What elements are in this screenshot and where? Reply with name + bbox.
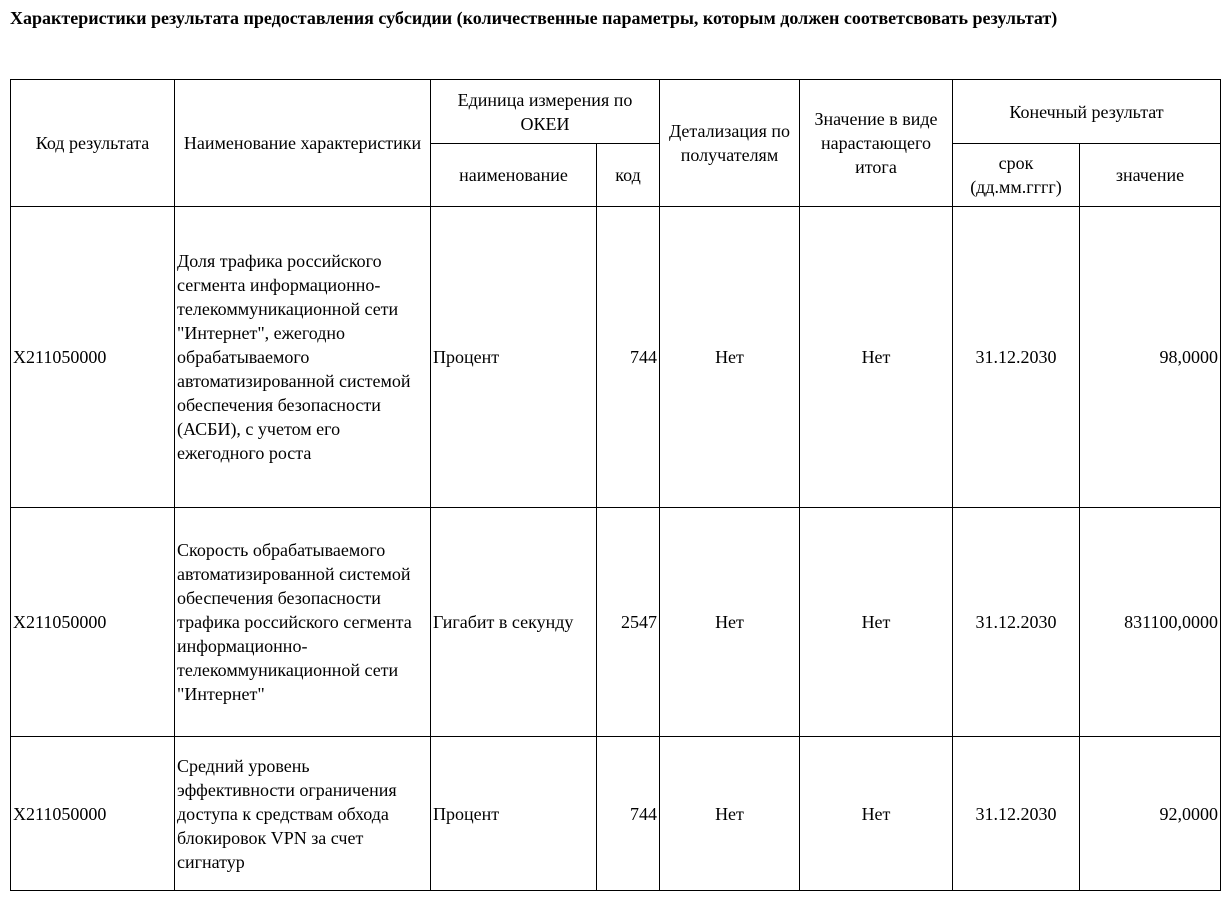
header-unit-name: наименование [431,144,597,207]
header-unit-code: код [597,144,660,207]
cell-date: 31.12.2030 [953,737,1080,891]
cell-value: 92,0000 [1080,737,1221,891]
cell-name: Скорость обрабатываемого автоматизированной системой обеспечения безопасности трафика российского сегмента информационно-телекоммуникационной сети "Интернет" [175,508,431,737]
cell-name: Средний уровень эффективности ограничения доступа к средствам обхода блокировок VPN за счет сигнатур [175,737,431,891]
cell-value: 98,0000 [1080,207,1221,508]
cell-date: 31.12.2030 [953,207,1080,508]
cell-unit-name: Гигабит в секунду [431,508,597,737]
cell-value: 831100,0000 [1080,508,1221,737]
table-row [11,737,1221,891]
cell-code: X211050000 [11,737,175,891]
header-final-value: значение [1080,144,1221,207]
cell-cumulative: Нет [800,207,953,508]
cell-unit-code: 2547 [597,508,660,737]
cell-unit-name: Процент [431,737,597,891]
table-row [11,508,1221,737]
header-unit-group: Единица измерения по ОКЕИ [431,80,660,144]
cell-name: Доля трафика российского сегмента информационно-телекоммуникационной сети "Интернет", ежегодно обрабатываемого автоматизированной системой обеспечения безопасности (АСБИ), с учетом его ежегодного роста [175,207,431,508]
cell-detail: Нет [660,207,800,508]
cell-unit-name: Процент [431,207,597,508]
cell-date: 31.12.2030 [953,508,1080,737]
header-final-group: Конечный результат [953,80,1221,144]
header-code: Код результата [11,80,175,207]
document-title: Характеристики результата предоставления субсидии (количественные параметры, которым должен соответсвовать результат) [10,8,1058,28]
cell-code: X211050000 [11,508,175,737]
header-detail: Детализация по получателям [660,80,800,207]
cell-detail: Нет [660,737,800,891]
cell-cumulative: Нет [800,737,953,891]
table-row [11,207,1221,508]
header-name: Наименование характеристики [175,80,431,207]
cell-detail: Нет [660,508,800,737]
cell-unit-code: 744 [597,737,660,891]
cell-code: X211050000 [11,207,175,508]
cell-cumulative: Нет [800,508,953,737]
header-final-date: срок (дд.мм.гггг) [953,144,1080,207]
header-cumulative: Значение в виде нарастающего итога [800,80,953,207]
subsidy-characteristics-table [10,79,1221,891]
cell-unit-code: 744 [597,207,660,508]
